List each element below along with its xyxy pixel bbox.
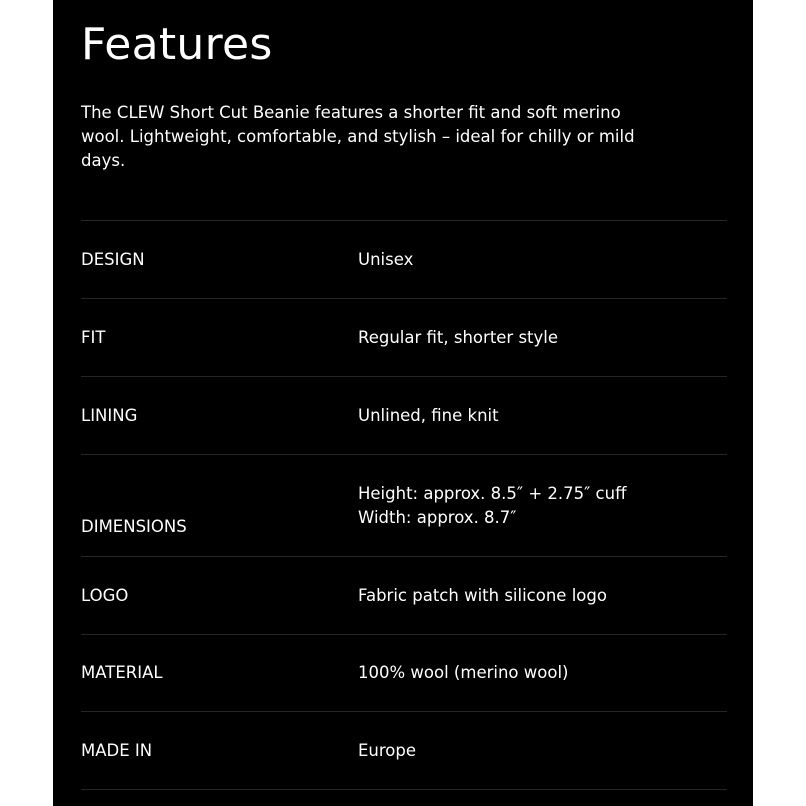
- spec-row-made-in: [81, 711, 727, 790]
- spec-value: [358, 482, 727, 530]
- features-panel: [53, 0, 753, 806]
- spec-value: Europe: [358, 740, 417, 760]
- specs-table: [81, 220, 727, 790]
- spec-row-material: [81, 634, 727, 711]
- spec-row-fit: [81, 298, 727, 376]
- spec-row-design: [81, 220, 727, 298]
- spec-row-dimensions: [81, 454, 727, 556]
- spec-value-height: Height: approx. 8.5″ + 2.75″ cuff: [358, 483, 627, 503]
- features-heading: Features: [81, 19, 273, 70]
- spec-value: Fabric patch with silicone logo: [358, 585, 607, 605]
- spec-value: Regular fit, shorter style: [358, 327, 559, 347]
- spec-value: Unlined, fine knit: [358, 405, 499, 425]
- spec-label: FIT: [81, 327, 106, 347]
- spec-row-logo: [81, 556, 727, 634]
- product-description: The CLEW Short Cut Beanie features a shorter fit and soft merino wool. Lightweight, comfortable, and stylish – ideal for chilly or mild days.: [81, 103, 635, 170]
- spec-label: MADE IN: [81, 740, 153, 760]
- spec-label: MATERIAL: [81, 663, 163, 682]
- spec-value: 100% wool (merino wool): [358, 663, 569, 682]
- spec-row-lining: [81, 376, 727, 454]
- spec-value-width: Width: approx. 8.7″: [358, 507, 517, 527]
- spec-value: Unisex: [358, 249, 414, 269]
- spec-label: DESIGN: [81, 249, 145, 269]
- spec-label: LOGO: [81, 585, 129, 605]
- spec-label: DIMENSIONS: [81, 517, 187, 536]
- spec-label: LINING: [81, 405, 138, 425]
